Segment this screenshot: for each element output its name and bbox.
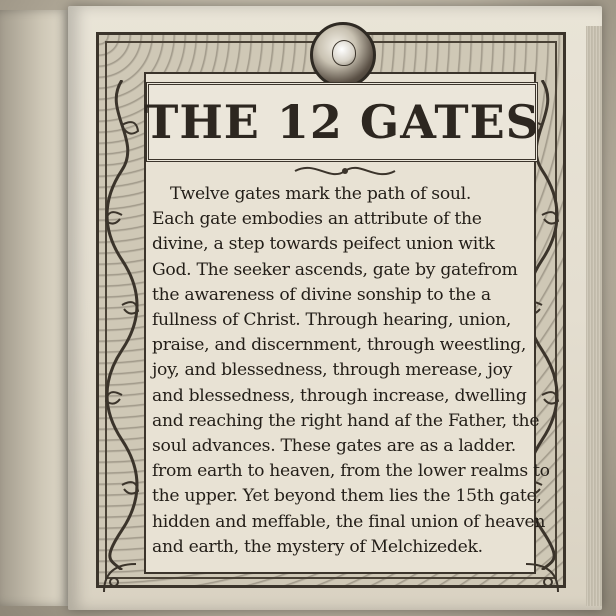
text-line: divine, a step towards peifect union witk [152,234,495,255]
text-line: the upper. Yet beyond them lies the 15th gate, [152,486,542,507]
text-line: Twelve gates mark the path of soul. [170,184,471,204]
corner-flourish-icon [100,556,140,596]
corner-flourish-icon [522,556,562,596]
text-line: and earth, the mystery of Melchizedek. [152,536,483,557]
text-line: and blessedness, through increase, dwelling [152,385,527,406]
text-line: hidden and meffable, the final union of heaven [152,511,546,532]
title-cartouche [146,82,538,162]
text-line: praise, and discernment, through weestling, [152,335,526,356]
text-line: joy, and blessedness, through merease, joy [152,360,513,381]
page-title: THE 12 GATES [144,95,540,149]
text-line: from earth to heaven, from the lower realms to [152,461,550,482]
text-line: and reaching the right hand af the Father, the [152,410,540,431]
lamp-bulb-icon [332,40,356,66]
text-line: fullness of Christ. Through hearing, union, [152,310,512,331]
flourish-icon [290,160,400,182]
text-line: soul advances. These gates are as a ladder. [152,436,516,457]
left-page [0,10,70,606]
body-text [152,182,550,560]
text-line: the awareness of divine sonship to the a [152,284,491,305]
text-line: Each gate embodies an attribute of the [152,209,482,230]
vine-ornament-icon [100,80,144,570]
text-line: God. The seeker ascends, gate by gatefrom [152,259,518,280]
page-edges [586,26,602,606]
